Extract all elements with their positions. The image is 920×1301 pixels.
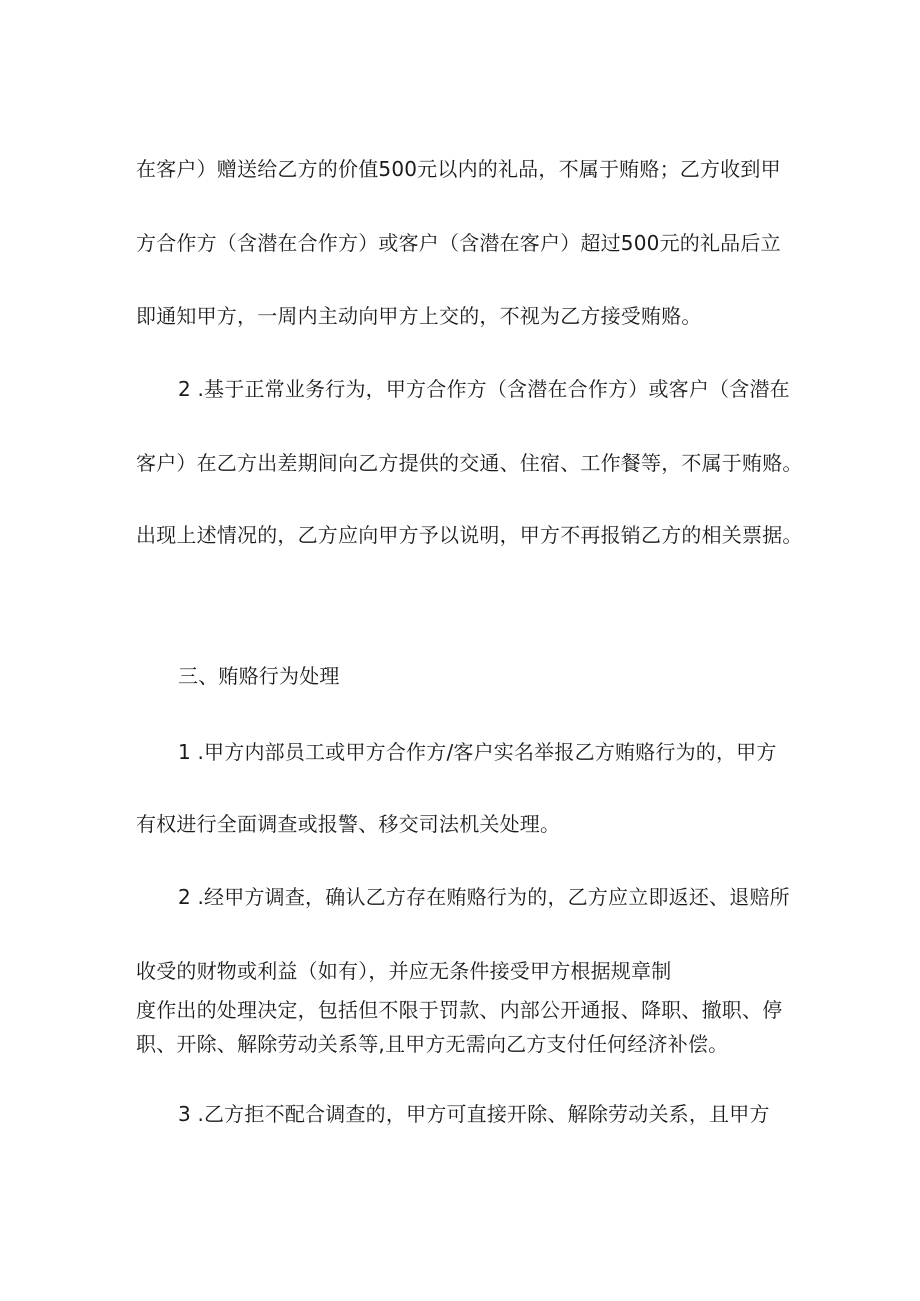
paragraph-line: 即通知甲方，一周内主动向甲方上交的，不视为乙方接受贿赂。: [136, 304, 702, 328]
paragraph-line: 度作出的处理决定，包括但不限于罚款、内部公开通报、降职、撤职、停: [136, 998, 783, 1022]
paragraph-line: 出现上述情况的，乙方应向甲方予以说明，甲方不再报销乙方的相关票据。: [136, 523, 803, 547]
clause-2-line: 2 .经甲方调查，确认乙方存在贿赂行为的，乙方应立即返还、退赔所: [178, 885, 790, 909]
section-heading: 三、贿赂行为处理: [178, 664, 340, 688]
paragraph-line: 在客户）赠送给乙方的价值500元以内的礼品，不属于贿赂；乙方收到甲: [136, 157, 781, 181]
paragraph-line: 客户）在乙方出差期间向乙方提供的交通、住宿、工作餐等，不属于贿赂。: [136, 451, 803, 475]
clause-1-line: 1 .甲方内部员工或甲方合作方/客户实名举报乙方贿赂行为的，甲方: [178, 740, 777, 764]
clause-2-line: 2 .基于正常业务行为，甲方合作方（含潜在合作方）或客户（含潜在: [178, 377, 790, 401]
paragraph-line: 职、开除、解除劳动关系等,且甲方无需向乙方支付任何经济补偿。: [136, 1032, 729, 1056]
paragraph-line: 方合作方（含潜在合作方）或客户（含潜在客户）超过500元的礼品后立: [136, 231, 781, 255]
clause-3-line: 3 .乙方拒不配合调查的，甲方可直接开除、解除劳动关系，且甲方: [178, 1102, 770, 1126]
paragraph-line: 有权进行全面调查或报警、移交司法机关处理。: [136, 812, 561, 836]
paragraph-line: 收受的财物或利益（如有），并应无条件接受甲方根据规章制: [136, 959, 672, 983]
